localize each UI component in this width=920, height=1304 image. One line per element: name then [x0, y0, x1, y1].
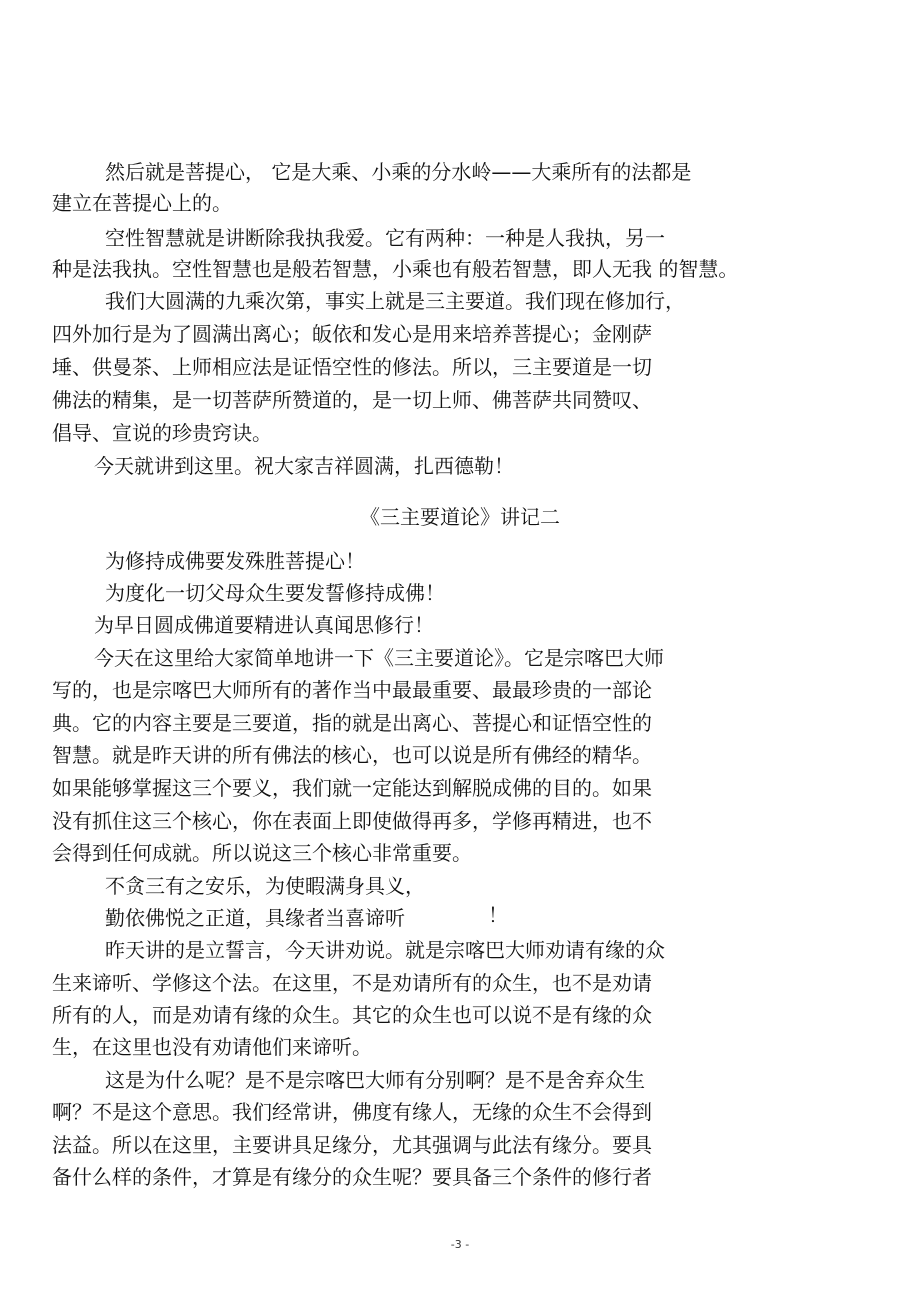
verse-line: 为早日圆成佛道要精进认真闻思修行！: [94, 613, 434, 637]
paragraph-line: 佛法的精集，是一切菩萨所赞道的，是一切上师、佛菩萨共同赞叹、: [52, 388, 652, 412]
verse-line: 为度化一切父母众生要发誓修持成佛！: [105, 581, 445, 605]
paragraph-line: 四外加行是为了圆满出离心；皈依和发心是用来培养菩提心；金刚萨: [52, 322, 652, 346]
paragraph-line: 典。它的内容主要是三要道，指的就是出离心、菩提心和证悟空性的: [52, 711, 652, 735]
paragraph-line: 所有的人，而是劝请有缘的众生。其它的众生也可以说不是有缘的众: [52, 1003, 652, 1027]
paragraph-line: 空性智慧就是讲断除我执我爱。它有两种：一种是人我执，另一: [105, 226, 665, 250]
section-title: 《三主要道论》讲记二: [360, 505, 560, 529]
paragraph-line: 没有抓住这三个核心，你在表面上即使做得再多，学修再精进，也不: [52, 809, 652, 833]
paragraph-line: 生来谛听、学修这个法。在这里，不是劝请所有的众生，也不是劝请: [52, 971, 652, 995]
paragraph-line: 备什么样的条件，才算是有缘分的众生呢？要具备三个条件的修行者: [52, 1165, 652, 1189]
paragraph-line: 如果能够掌握这三个要义，我们就一定能达到解脱成佛的目的。如果: [52, 776, 652, 800]
paragraph-line: 建立在菩提心上的。: [52, 191, 232, 215]
verse-line: 不贪三有之安乐，为使暇满身具义，: [105, 874, 425, 898]
paragraph-line: 我们大圆满的九乘次第，事实上就是三主要道。我们现在修加行，: [105, 289, 685, 313]
verse-line: 为修持成佛要发殊胜菩提心！: [105, 549, 365, 573]
paragraph-line: 种是法我执。空性智慧也是般若智慧，小乘也有般若智慧，即人无我 的智慧。: [52, 257, 739, 281]
paragraph-line: 智慧。就是昨天讲的所有佛法的核心，也可以说是所有佛经的精华。: [52, 743, 652, 767]
paragraph-line: 然后就是菩提心， 它是大乘、小乘的分水岭——大乘所有的法都是: [105, 160, 692, 184]
paragraph-line: 会得到任何成就。所以说这三个核心非常重要。: [52, 841, 472, 865]
paragraph-line: 法益。所以在这里，主要讲具足缘分，尤其强调与此法有缘分。要具: [52, 1133, 652, 1157]
paragraph-line: 啊？不是这个意思。我们经常讲，佛度有缘人，无缘的众生不会得到: [52, 1100, 652, 1124]
paragraph-line: 倡导、宣说的珍贵窍诀。: [52, 421, 272, 445]
paragraph-line: 今天在这里给大家简单地讲一下《三主要道论》。它是宗喀巴大师: [94, 646, 664, 670]
paragraph-line: 这是为什么呢？是不是宗喀巴大师有分别啊？是不是舍弃众生: [105, 1068, 645, 1092]
verse-line: 勤依佛悦之正道，具缘者当喜谛听: [105, 906, 405, 930]
paragraph-line: 埵、供曼茶、上师相应法是证悟空性的修法。所以，三主要道是一切: [52, 355, 652, 379]
paragraph-line: 昨天讲的是立誓言，今天讲劝说。就是宗喀巴大师劝请有缘的众: [105, 938, 665, 962]
paragraph-line: 写的，也是宗喀巴大师所有的著作当中最最重要、最最珍贵的一部论: [52, 678, 652, 702]
verse-exclamation: ！: [488, 903, 508, 927]
paragraph-line: 生，在这里也没有劝请他们来谛听。: [52, 1035, 372, 1059]
paragraph-line: 今天就讲到这里。祝大家吉祥圆满，扎西德勒！: [94, 454, 514, 478]
page-number: -3 -: [450, 1238, 470, 1251]
